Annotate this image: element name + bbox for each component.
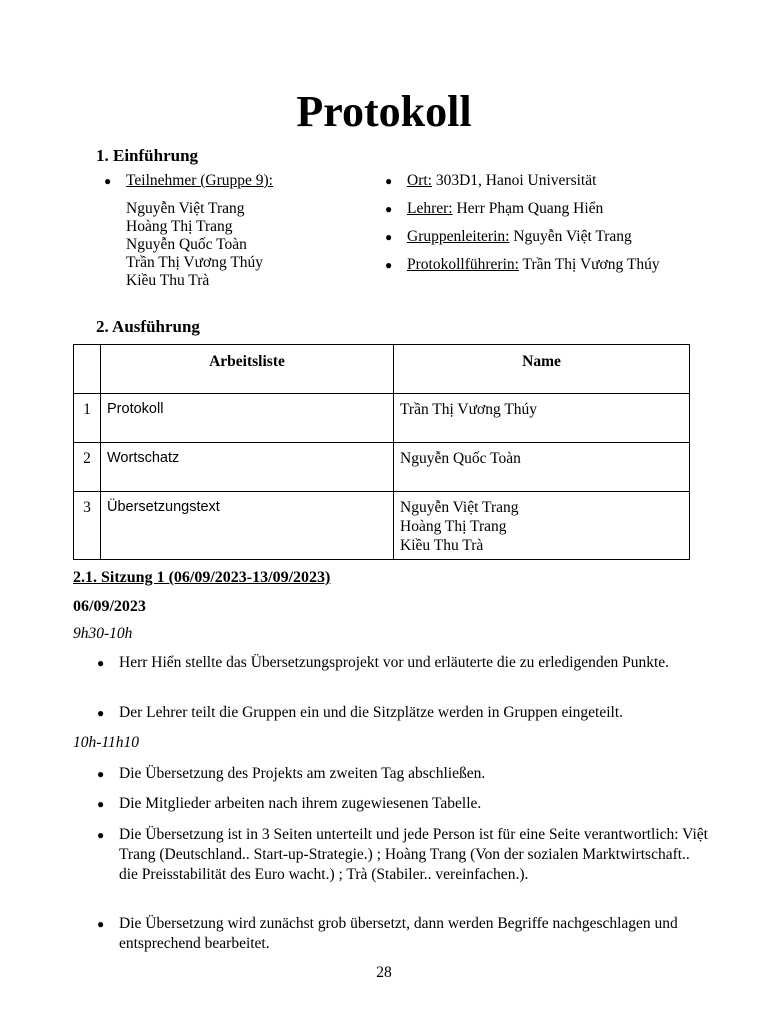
participant: Kiều Thu Trà [126, 272, 210, 289]
info-label: Lehrer: [407, 200, 453, 217]
info-item-gruppenleiterin [407, 228, 632, 246]
info-label: Gruppenleiterin: [407, 228, 510, 245]
participant: Hoàng Thị Trang [126, 218, 233, 235]
table-header-num [74, 345, 101, 394]
info-item-protokollfuehrerin [407, 256, 660, 274]
info-value: 303D1, Hanoi Universität [431, 172, 597, 189]
session-heading: 2.1. Sitzung 1 (06/09/2023-13/09/2023) [73, 569, 331, 586]
page-number: 28 [376, 964, 392, 981]
session-bullet: ● Die Übersetzung ist in 3 Seiten unterteilt und jede Person ist für eine Seite verantwortlich: Việt Trang (Deutschland.. Start-up-Strategie.) ; Hoàng Trang (Von der sozialen Marktwirtschaft.. die Preisstabilität des Euro wacht.) ; Trà (Stabiler.. vereinfachen.). [119, 825, 709, 885]
info-value: Herr Phạm Quang Hiển [452, 200, 604, 217]
section-2-heading: 2. Ausführung [96, 317, 200, 336]
session-bullet: ● Die Übersetzung des Projekts am zweiten Tag abschließen. [119, 764, 709, 784]
table-header-name: Name [394, 345, 690, 394]
time-slot-1: 9h30-10h [73, 625, 133, 642]
work-table [73, 344, 690, 560]
info-label: Ort: [407, 172, 432, 189]
table-row [74, 492, 690, 560]
participants-list [126, 200, 263, 290]
section-1-heading: 1. Einführung [96, 146, 199, 165]
info-value: Nguyễn Việt Trang [509, 228, 632, 245]
table-row [74, 394, 690, 443]
page-title: Protokoll [296, 87, 472, 136]
row-task: Protokoll [101, 394, 394, 443]
info-label: Protokollführerin: [407, 256, 519, 273]
session-bullet: ● Die Mitglieder arbeiten nach ihrem zugewiesenen Tabelle. [119, 794, 709, 814]
row-number: 1 [74, 394, 101, 443]
table-header-arbeitsliste: Arbeitsliste [101, 345, 394, 394]
info-value: Trần Thị Vương Thúy [518, 256, 660, 273]
info-item-ort [407, 172, 596, 190]
row-number: 2 [74, 443, 101, 492]
row-number: 3 [74, 492, 101, 560]
participants-label: Teilnehmer (Gruppe 9): [126, 172, 273, 189]
session-date: 06/09/2023 [73, 598, 146, 615]
session-bullet: ● Herr Hiển stellte das Übersetzungsprojekt vor und erläuterte die zu erledigenden Punkte. [119, 653, 709, 673]
table-header-row [74, 345, 690, 394]
row-name: Nguyễn Việt Trang Hoàng Thị Trang Kiều Thu Trà [394, 492, 690, 560]
participants-label-item [126, 172, 273, 190]
session-bullet: ● Der Lehrer teilt die Gruppen ein und die Sitzplätze werden in Gruppen eingeteilt. [119, 703, 709, 723]
table-row [74, 443, 690, 492]
row-task: Wortschatz [101, 443, 394, 492]
participant: Nguyễn Việt Trang [126, 200, 245, 217]
row-task: Übersetzungstext [101, 492, 394, 560]
info-item-lehrer [407, 200, 603, 218]
session-bullet: ● Die Übersetzung wird zunächst grob übersetzt, dann werden Begriffe nachgeschlagen und entsprechend bearbeitet. [119, 914, 709, 954]
row-name: Nguyễn Quốc Toàn [394, 443, 690, 492]
time-slot-2: 10h-11h10 [73, 734, 140, 751]
row-name: Trần Thị Vương Thúy [394, 394, 690, 443]
participant: Trần Thị Vương Thúy [126, 254, 264, 271]
participant: Nguyễn Quốc Toàn [126, 236, 247, 253]
